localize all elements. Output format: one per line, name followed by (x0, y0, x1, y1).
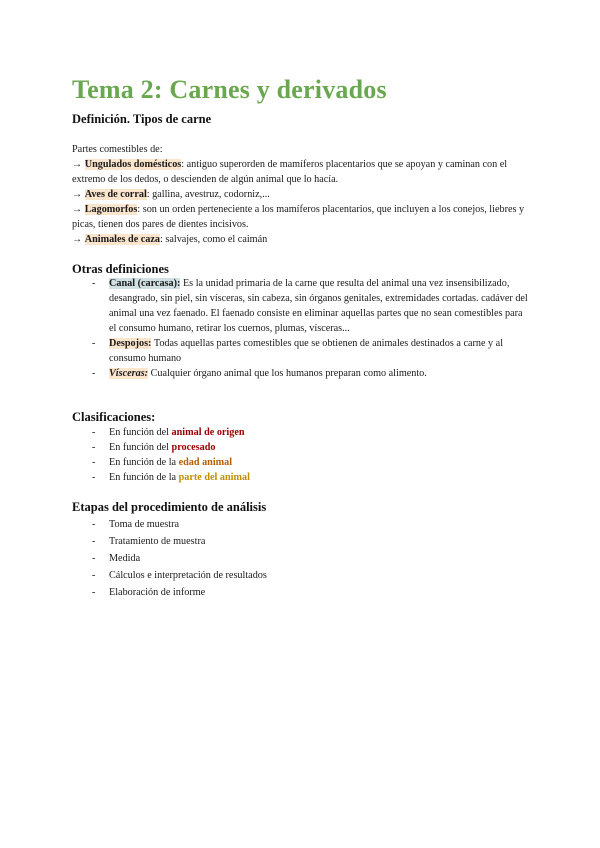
term-highlight: Ungulados domésticos (84, 159, 182, 170)
definition-text: : son un orden perteneciente a los mamíferos placentarios, que incluyen a los conejos, liebres y picas, tienen dos pares de dientes incisivos. (72, 204, 525, 230)
arrow-icon: → (72, 234, 83, 245)
item-prefix: En función del (109, 427, 172, 438)
item-text: Tratamiento de muestra (109, 536, 206, 547)
list-item (92, 366, 532, 381)
arrow-icon: → (72, 204, 83, 215)
definition-text: Cualquier órgano animal que los humanos preparan como alimento. (148, 368, 427, 379)
dash-bullet: - (92, 570, 96, 581)
dash-bullet: - (92, 457, 96, 468)
item-text: Medida (109, 553, 141, 564)
list-item (72, 232, 532, 247)
list-item (92, 455, 532, 470)
term-highlight: Lagomorfos (84, 204, 138, 215)
section-heading-otras: Otras definiciones (72, 262, 169, 276)
page-title: Tema 2: Carnes y derivados (72, 75, 387, 104)
term-highlight: Vísceras: (109, 368, 149, 379)
list-item (92, 517, 532, 532)
item-prefix: En función de la (109, 457, 179, 468)
term-highlight: Animales de caza (84, 234, 160, 245)
list-item (92, 425, 532, 440)
term-highlight: Despojos: (109, 338, 152, 349)
dash-bullet: - (92, 587, 96, 598)
item-text: Toma de muestra (109, 519, 180, 530)
item-key: procesado (171, 442, 216, 453)
list-item (92, 534, 532, 549)
definition-text: : antiguo superorden de mamíferos placentarios que se apoyan y caminan con el extremo de los dedos, o descienden de algún animal que lo hacía. (72, 159, 508, 185)
list-item (72, 202, 532, 232)
item-key: parte del animal (178, 472, 250, 483)
dash-bullet: - (92, 536, 96, 547)
dash-bullet: - (92, 442, 96, 453)
definition-text: : salvajes, como el caimán (160, 234, 268, 245)
item-prefix: En función del (109, 442, 172, 453)
list-item (72, 157, 532, 187)
dash-bullet: - (92, 368, 96, 379)
item-key: edad animal (178, 457, 233, 468)
section-etapas-list (92, 517, 532, 602)
section-heading-etapas: Etapas del procedimiento de análisis (72, 500, 267, 514)
definition-text: Todas aquellas partes comestibles que se obtienen de animales destinados a carne y al consumo humano (109, 338, 504, 364)
dash-bullet: - (92, 427, 96, 438)
item-key: animal de origen (171, 427, 245, 438)
section-otras-list (92, 276, 532, 381)
section-heading-clasificaciones: Clasificaciones: (72, 410, 156, 424)
dash-bullet: - (92, 519, 96, 530)
section-definicion-body (72, 142, 532, 247)
list-item (92, 276, 532, 336)
arrow-icon: → (72, 159, 83, 170)
dash-bullet: - (92, 553, 96, 564)
dash-bullet: - (92, 338, 96, 349)
list-item (92, 551, 532, 566)
list-item (72, 187, 532, 202)
term-highlight: Aves de corral (84, 189, 147, 200)
section-clasificaciones-list (92, 425, 532, 485)
definition-text: Es la unidad primaria de la carne que resulta del animal una vez insensibilizado, desangrado, sin piel, sin vísceras, sin cabeza, sin órganos genitales, extremidades cortadas. cadáver del animal una vez faenado. El faenado consiste en eliminar aquellas partes que no sean comestibles para el consumo humano, retirar los cuernos, plumas, vísceras... (109, 278, 528, 334)
list-item (92, 440, 532, 455)
list-item (92, 585, 532, 600)
term-highlight: Canal (carcasa): (109, 278, 181, 289)
list-item (92, 470, 532, 485)
item-text: Elaboración de informe (109, 587, 206, 598)
list-item (92, 568, 532, 583)
section-heading-definicion: Definición. Tipos de carne (72, 112, 212, 126)
definition-text: : gallina, avestruz, codorniz,... (146, 189, 270, 200)
item-text: Cálculos e interpretación de resultados (109, 570, 267, 581)
dash-bullet: - (92, 278, 96, 289)
intro-text: Partes comestibles de: (72, 144, 163, 155)
dash-bullet: - (92, 472, 96, 483)
item-prefix: En función de la (109, 472, 179, 483)
arrow-icon: → (72, 189, 83, 200)
list-item (92, 336, 532, 366)
